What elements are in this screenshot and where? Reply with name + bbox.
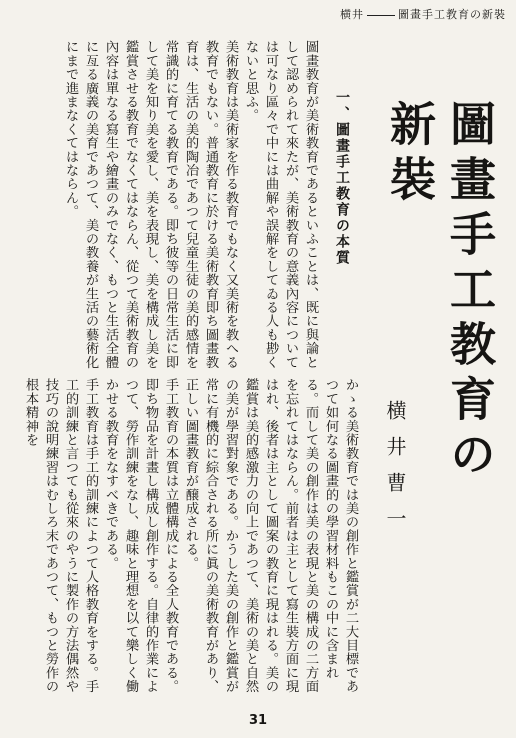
paragraph: かゝる美術教育では美の創作と鑑賞が二大目標であつて如何なる圖畫的の學習材料もこの中に含まれる。而して美の創作は美の表現と美の構成の二方面を忘れてはならん。前者は主として寫生裝方面に現はれ、後者は主として圖案の教育に現はれる。美の鑑賞は美的感激力の向上であつて、美術の美と自然の美が學習對象である。かうした美の創作と鑑賞が常に有機的に綜合される所に眞の美術教育があり、正しい圖畫教育が醸成される。 bbox=[183, 378, 358, 694]
paragraph: 美術教育は美術家を作る教育でもなく又美術を教へる教育でもない。普通教育に於ける美術教育即ち圖畫教育は、生活の美的陶冶であつて兒童生徒の美的感情を常識的に育てる教育である。即ち彼等の日常生活に即して美を知り美を愛し、美を表現し、美を構成し美を鑑賞させる教育でなくてはならん、從つて美術教育の內容は單なる寫生や繪畫のみでなく、もつと生活全體に亙る廣義の美育であつて、美の教養が生活の藝術化にまで進まなくてはならん。 bbox=[63, 40, 238, 369]
paragraph: 手工教育の本質は立體構成による全人教育である。即ち物品を計畫し構成し創作する。自律的作業によつて、勞作訓練をなし、趣味と理想を以て樂しく働かせる教育をなすべきである。 bbox=[103, 378, 178, 694]
paragraph: 圖畫教育が美術教育であるといふことは、既に與論として認められて來たが、美術教育の意義內容については可なり區々で中には曲解や誤解をしてゐる人も尠くないと思ふ。 bbox=[243, 40, 318, 369]
page-number: 31 bbox=[248, 713, 268, 728]
article-title: 圖畫手工教育の新裝 bbox=[383, 100, 497, 485]
running-header-author: 横井 bbox=[340, 8, 364, 21]
lower-body-text bbox=[23, 378, 360, 703]
upper-body-text bbox=[58, 40, 320, 375]
header-separator bbox=[367, 15, 395, 16]
paragraph: 手工教育は手工的訓練によつて人格教育をする。手工的訓練と言つても從來のやうに製作の方法偶然や技巧の說明練習はむしろ末であつて、もつと勞作の根本精神を bbox=[23, 378, 98, 694]
running-header-title: 圖畫手工教育の新裝 bbox=[398, 8, 506, 21]
article-author: 横井曹一 bbox=[383, 400, 407, 544]
section-heading: 一、圖畫手工教育の本質 bbox=[334, 90, 350, 266]
running-header bbox=[340, 6, 506, 22]
